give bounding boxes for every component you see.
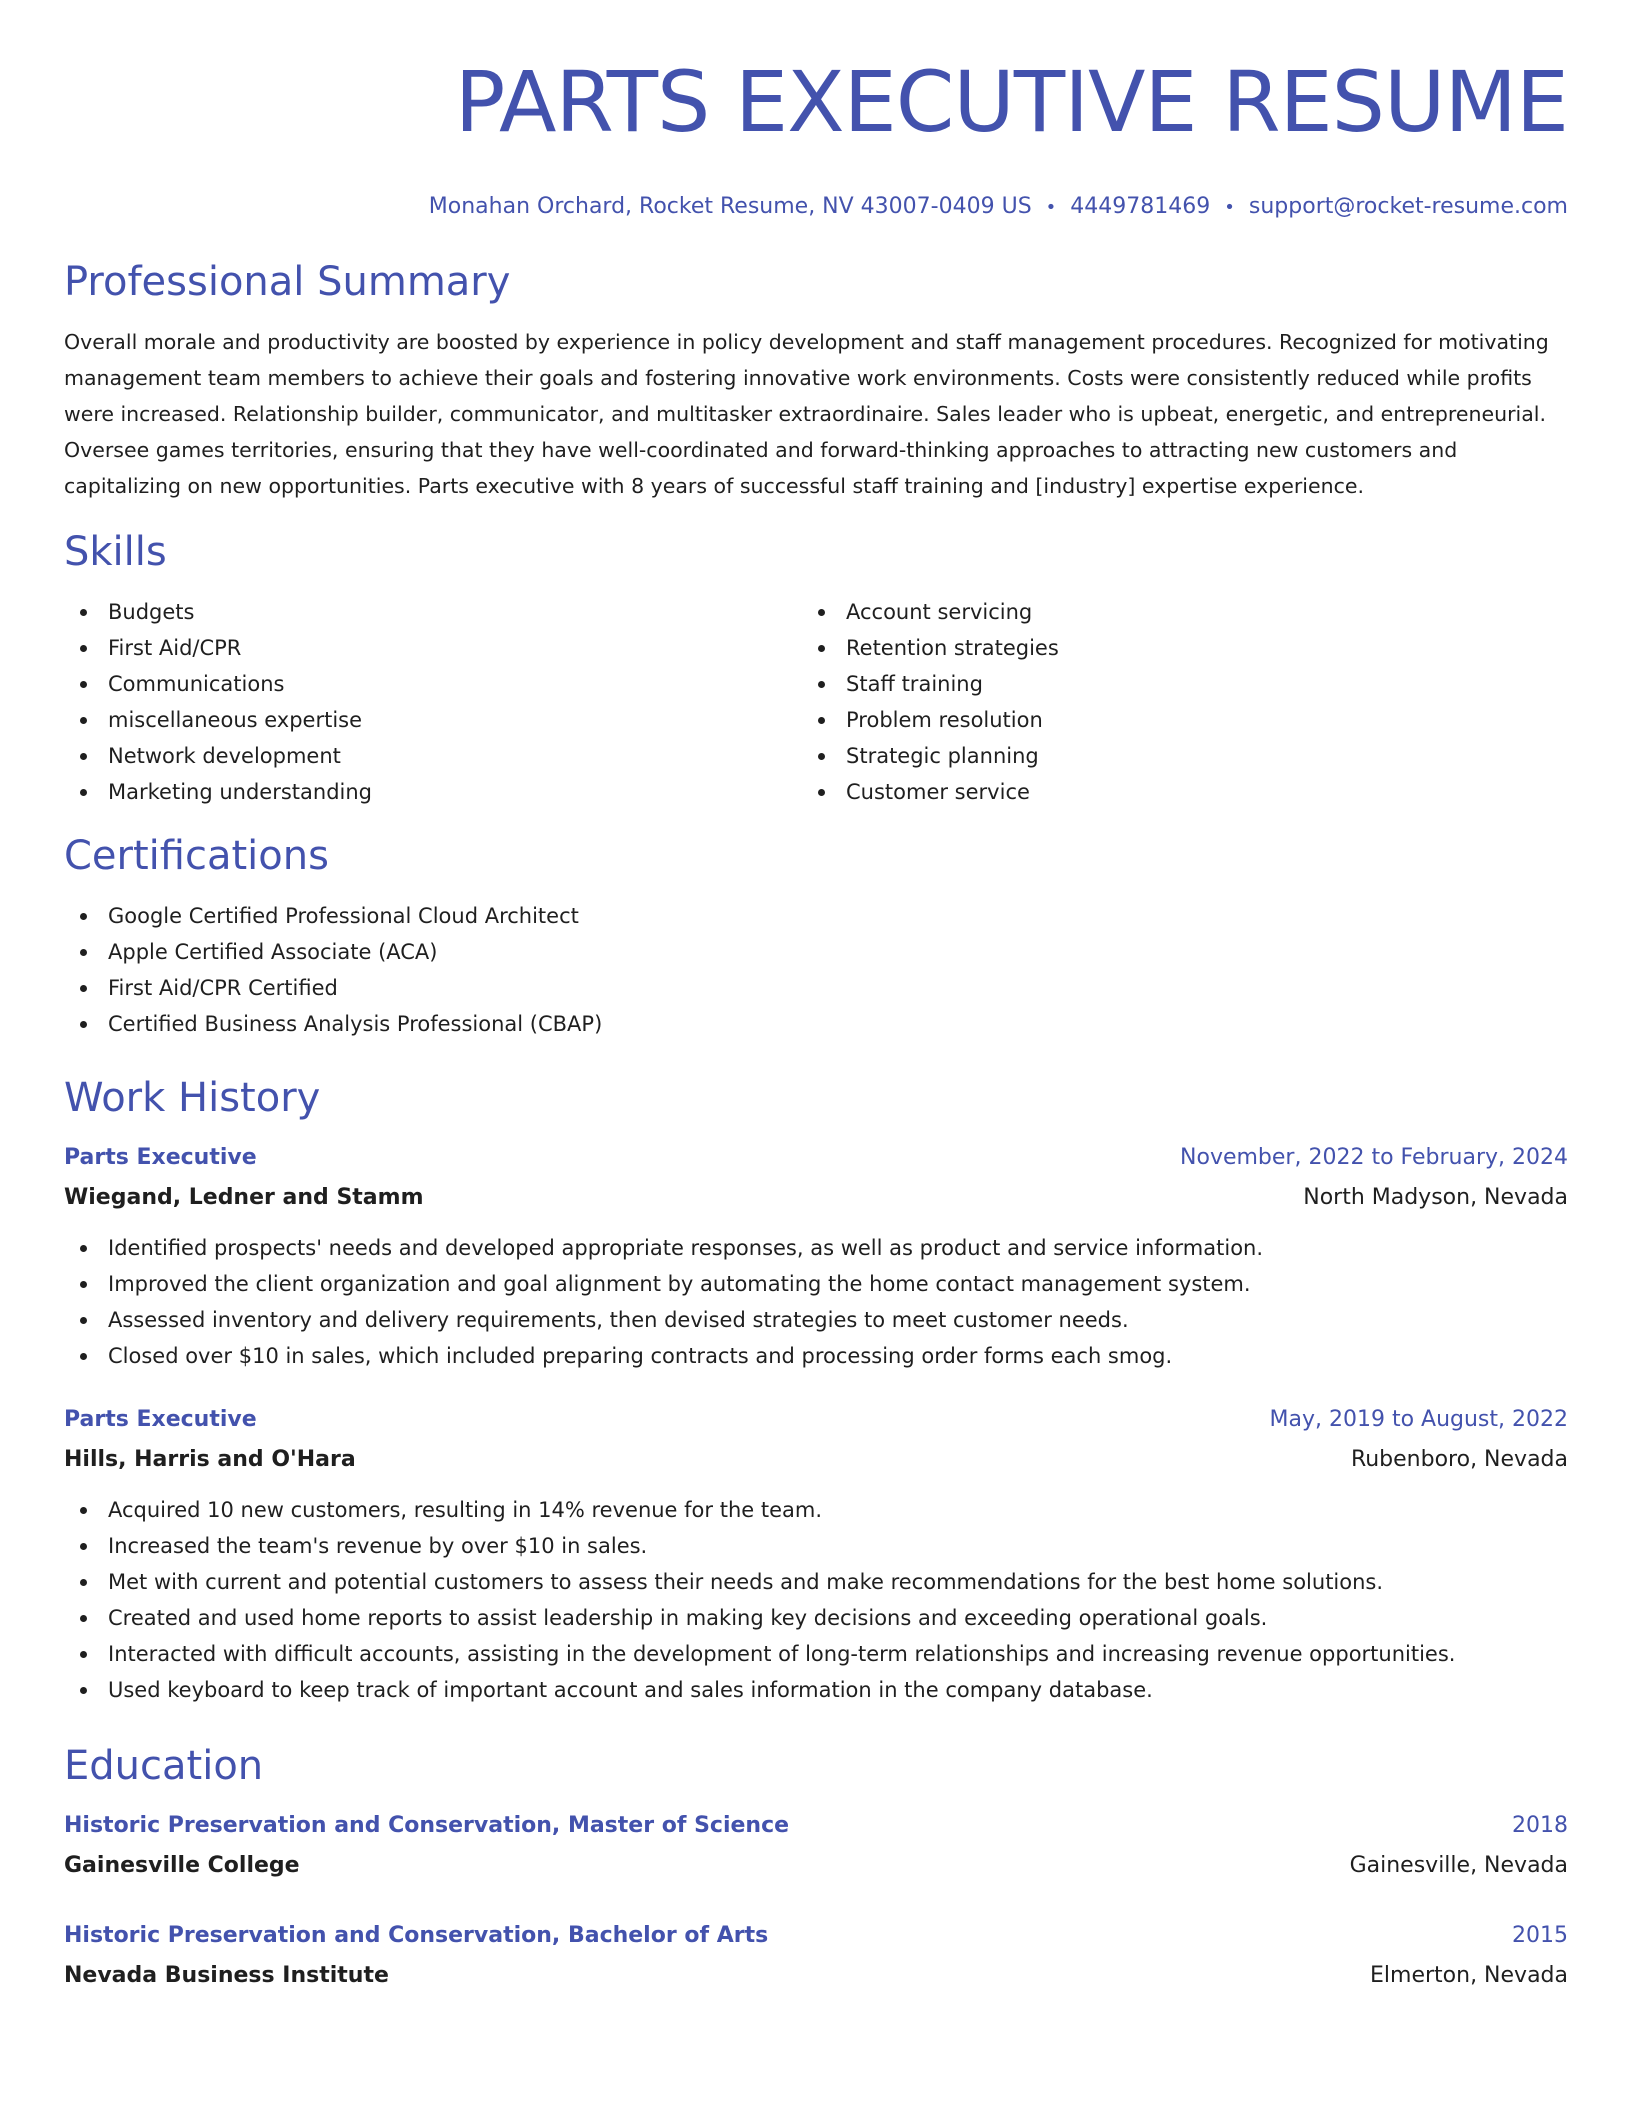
skill-item (802, 666, 1540, 702)
job-bullet-text: Used keyboard to keep track of important account and sales information in the company database. (108, 1678, 1153, 1702)
degree-title: Historic Preservation and Conservation, Master of Science (64, 1813, 790, 1838)
bullet-dot (80, 1281, 87, 1288)
certification-label: Apple Certified Associate (ACA) (108, 940, 438, 964)
skill-label: Network development (108, 744, 341, 768)
bullet-dot (80, 1687, 87, 1694)
job-bullet-text: Closed over $10 in sales, which included preparing contracts and processing order forms each smog. (108, 1344, 1173, 1368)
job-title-row (64, 1138, 1568, 1178)
job-bullet (64, 1600, 1568, 1636)
bullet-dot (818, 789, 825, 796)
school-location: Gainesville, Nevada (1349, 1853, 1568, 1878)
job-company: Hills, Harris and O'Hara (64, 1447, 356, 1472)
certification-item (64, 934, 1568, 970)
skill-item (802, 594, 1540, 630)
education-heading: Education (64, 1743, 264, 1789)
bullet-dot (80, 681, 87, 688)
job-bullets (64, 1492, 1568, 1708)
bullet-dot (80, 1317, 87, 1324)
job-bullet (64, 1636, 1568, 1672)
certification-item (64, 1006, 1568, 1042)
summary-section (64, 254, 1568, 504)
certification-label: Certified Business Analysis Professional (CBAP) (108, 1012, 603, 1036)
bullet-dot (818, 681, 825, 688)
bullet-dot (818, 609, 825, 616)
resume-title: PARTS EXECUTIVE RESUME (454, 53, 1568, 151)
skill-label: Account servicing (846, 600, 1033, 624)
certification-item (64, 898, 1568, 934)
skills-heading: Skills (64, 529, 167, 575)
skill-item (802, 738, 1540, 774)
job-bullets (64, 1230, 1568, 1374)
bullet-dot (818, 645, 825, 652)
degree-year: 2015 (1512, 1923, 1568, 1948)
work-history-section (64, 1070, 1568, 1708)
bullet-dot (80, 717, 87, 724)
skill-item (802, 774, 1540, 810)
bullet-dot (80, 1021, 87, 1028)
skill-item (802, 630, 1540, 666)
bullet-dot (80, 1651, 87, 1658)
certification-item (64, 970, 1568, 1006)
bullet-dot (818, 717, 825, 724)
skill-item (64, 666, 802, 702)
school-location: Elmerton, Nevada (1370, 1963, 1568, 1988)
skill-label: Problem resolution (846, 708, 1043, 732)
job-bullet (64, 1338, 1568, 1374)
job-dates: May, 2019 to August, 2022 (1269, 1407, 1568, 1432)
bullet-dot (80, 645, 87, 652)
bullet-dot (80, 985, 87, 992)
skill-label: Strategic planning (846, 744, 1039, 768)
skill-item (64, 594, 802, 630)
job-bullet (64, 1230, 1568, 1266)
education-entry (64, 1806, 1568, 1886)
job-bullet-text: Increased the team's revenue by over $10 in sales. (108, 1534, 648, 1558)
job-company: Wiegand, Ledner and Stamm (64, 1185, 424, 1210)
job-bullet (64, 1266, 1568, 1302)
bullet-dot (80, 1615, 87, 1622)
skill-item (64, 702, 802, 738)
bullet-dot (80, 913, 87, 920)
certification-label: Google Certified Professional Cloud Architect (108, 904, 579, 928)
contact-line (64, 192, 1568, 223)
school-name: Gainesville College (64, 1853, 300, 1878)
job-bullet-text: Improved the client organization and goal alignment by automating the home contact management system. (108, 1272, 1251, 1296)
job-bullet (64, 1492, 1568, 1528)
certifications-heading: Certifications (64, 833, 329, 879)
job-location: North Madyson, Nevada (1303, 1185, 1568, 1210)
bullet-dot (80, 949, 87, 956)
job-entry (64, 1138, 1568, 1374)
job-bullet (64, 1672, 1568, 1708)
education-entry (64, 1916, 1568, 1996)
skill-label: miscellaneous expertise (108, 708, 363, 732)
certifications-section (64, 828, 1568, 1042)
resume-header (64, 48, 1568, 223)
contact-separator: • (1224, 197, 1235, 218)
skills-grid (64, 594, 1568, 810)
degree-title: Historic Preservation and Conservation, Bachelor of Arts (64, 1923, 769, 1948)
school-row (64, 1846, 1568, 1886)
job-bullet-text: Interacted with difficult accounts, assisting in the development of long-term relationships and increasing revenue opportunities. (108, 1642, 1456, 1666)
job-dates: November, 2022 to February, 2024 (1180, 1145, 1568, 1170)
contact-separator: • (1045, 197, 1057, 218)
summary-text: Overall morale and productivity are boosted by experience in policy development and staff management procedures. Recognized for motivating management team members to achieve their goals and fostering innovative work environments. Costs were consistently reduced while profits were increased. Relationship builder, communicator, and multitasker extraordinaire. Sales leader who is upbeat, energetic, and entrepreneurial. Oversee games territories, ensuring that they have well-coordinated and forward-thinking approaches to attracting new customers and capitalizing on new opportunities. Parts executive with 8 years of successful staff training and [industry] expertise experience. (64, 330, 1549, 498)
contact-email[interactable]: support@rocket-resume.com (1248, 194, 1568, 219)
bullet-dot (80, 609, 87, 616)
job-bullet (64, 1528, 1568, 1564)
bullet-dot (80, 1353, 87, 1360)
bullet-dot (80, 1507, 87, 1514)
job-company-row (64, 1440, 1568, 1480)
skills-list-left (64, 594, 802, 810)
job-bullet-text: Met with current and potential customers to assess their needs and make recommendations for the best home solutions. (108, 1570, 1384, 1594)
bullet-dot (80, 753, 87, 760)
skills-list-right (802, 594, 1540, 810)
skill-label: Customer service (846, 780, 1030, 804)
job-bullet-text: Acquired 10 new customers, resulting in 14% revenue for the team. (108, 1498, 822, 1522)
job-title-row (64, 1400, 1568, 1440)
bullet-dot (818, 753, 825, 760)
degree-year: 2018 (1512, 1813, 1568, 1838)
bullet-dot (80, 789, 87, 796)
skill-item (64, 774, 802, 810)
job-entry (64, 1400, 1568, 1708)
job-bullet-text: Created and used home reports to assist leadership in making key decisions and exceeding operational goals. (108, 1606, 1268, 1630)
work-history-heading: Work History (64, 1075, 321, 1121)
contact-phone: 4449781469 (1070, 194, 1211, 219)
job-company-row (64, 1178, 1568, 1218)
skill-label: Budgets (108, 600, 195, 624)
contact-address: Monahan Orchard, Rocket Resume, NV 43007-0409 US (428, 194, 1032, 219)
skill-label: First Aid/CPR (108, 636, 242, 660)
job-bullet (64, 1564, 1568, 1600)
job-location: Rubenboro, Nevada (1350, 1447, 1568, 1472)
skill-item (64, 738, 802, 774)
skill-item (64, 630, 802, 666)
certification-label: First Aid/CPR Certified (108, 976, 338, 1000)
skill-label: Staff training (846, 672, 983, 696)
skill-item (802, 702, 1540, 738)
job-bullet (64, 1302, 1568, 1338)
bullet-dot (80, 1245, 87, 1252)
skill-label: Marketing understanding (108, 780, 372, 804)
job-title: Parts Executive (64, 1407, 257, 1432)
bullet-dot (80, 1579, 87, 1586)
summary-heading: Professional Summary (64, 259, 511, 305)
bullet-dot (80, 1543, 87, 1550)
skill-label: Communications (108, 672, 285, 696)
degree-row (64, 1806, 1568, 1846)
skill-label: Retention strategies (846, 636, 1059, 660)
school-name: Nevada Business Institute (64, 1963, 389, 1988)
skills-section (64, 524, 1568, 810)
education-section (64, 1738, 1568, 1996)
degree-row (64, 1916, 1568, 1956)
certifications-list (64, 898, 1568, 1042)
job-title: Parts Executive (64, 1145, 257, 1170)
job-bullet-text: Assessed inventory and delivery requirements, then devised strategies to meet customer needs. (108, 1308, 1129, 1332)
school-row (64, 1956, 1568, 1996)
job-bullet-text: Identified prospects' needs and developed appropriate responses, as well as product and service information. (108, 1236, 1264, 1260)
